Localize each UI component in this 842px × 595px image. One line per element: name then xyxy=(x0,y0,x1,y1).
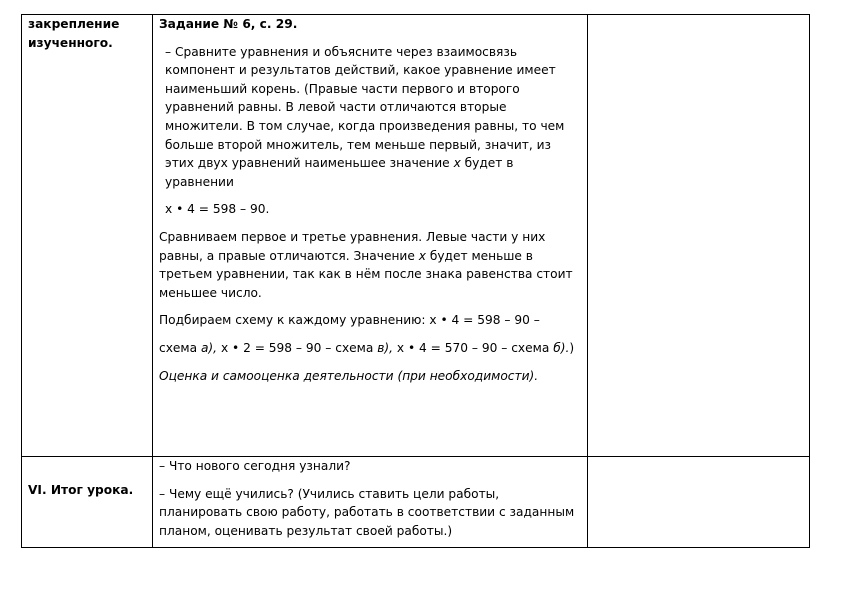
stage-cell xyxy=(22,15,153,457)
task-title: Задание № 6, с. 29. xyxy=(159,17,298,31)
content-cell xyxy=(153,15,588,457)
question-line: – Чему ещё учились? (Учились ставить цели работы, планировать свою работу, работать в соответствии с заданным планом, оценивать результат своей работы.) xyxy=(159,486,575,538)
table-row xyxy=(22,15,810,457)
stage-label: закрепление изученного. xyxy=(28,17,120,50)
lesson-table xyxy=(21,14,810,548)
explanation-paragraph: – Сравните уравнения и объясните через взаимосвязь компонент и результатов действий, какое уравнение имеет наименьший корень. (Правые части первого и второго уравнений равны. В левой части отличаются вторые множители. В том случае, когда произведения равны, то чем больше второй множитель, тем меньше первый, значит, из этих двух уравнений наименьшее значение x будет в уравнении xyxy=(165,44,565,189)
table-row xyxy=(22,457,810,548)
notes-cell xyxy=(588,457,810,548)
stage-label: VI. Итог урока. xyxy=(28,483,134,497)
assessment-note: Оценка и самооценка деятельности (при необходимости). xyxy=(159,368,539,383)
question-line: – Что нового сегодня узнали? xyxy=(159,459,351,473)
equation-line: x • 4 = 598 – 90. xyxy=(165,202,270,217)
scheme-matching: схема а), x • 2 = 598 – 90 – схема в), x • 4 = 570 – 90 – схема б).) xyxy=(159,340,575,355)
notes-cell xyxy=(588,15,810,457)
content-cell xyxy=(153,457,588,548)
stage-cell xyxy=(22,457,153,548)
scheme-intro: Подбираем схему к каждому уравнению: x • 4 = 598 – 90 – xyxy=(159,313,540,328)
comparison-paragraph: Сравниваем первое и третье уравнения. Левые части у них равны, а правые отличаются. Значение x будет меньше в третьем уравнении, так как в нём после знака равенства стоит меньшее число. xyxy=(159,229,573,300)
